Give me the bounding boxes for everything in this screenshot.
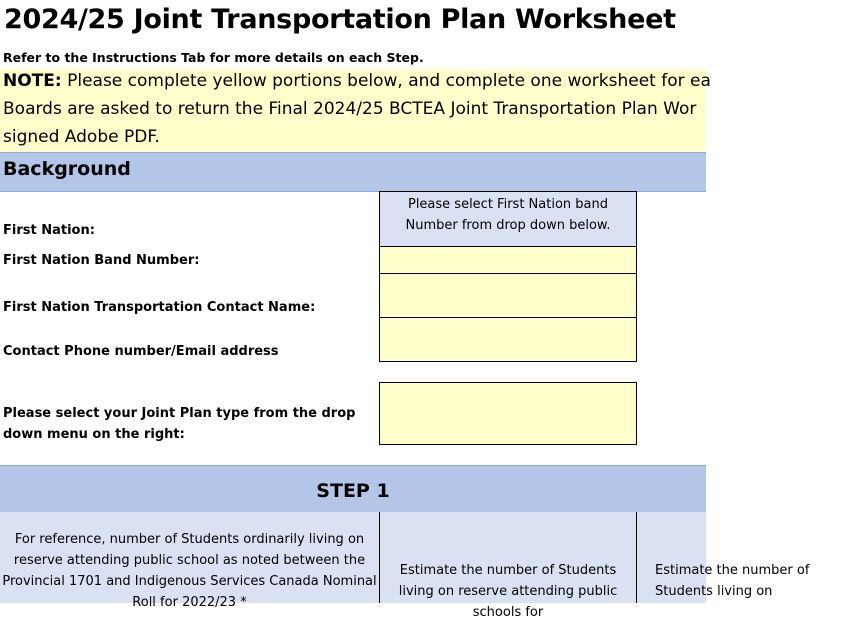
note-label: NOTE: [3, 71, 62, 91]
background-section-header [0, 152, 706, 192]
band-number-instruction: Please select First Nation band Number from drop down below. [379, 191, 637, 247]
note-line-2: Boards are asked to return the Final 2024/25 BCTEA Joint Transportation Plan Wor [3, 99, 697, 119]
first-nation-label: First Nation: [3, 223, 95, 238]
contact-name-input[interactable] [379, 273, 637, 318]
step1-col3-text: Estimate the number of Students living on [655, 563, 810, 599]
step1-reference-students-header: For reference, number of Students ordinarily living on reserve attending public school as noted between the Provincial 1701 and Indigenous Services Canada Nominal Roll for 2022/23 * [0, 512, 379, 603]
band-number-label: First Nation Band Number: [3, 253, 200, 268]
plan-type-dropdown[interactable] [379, 382, 637, 445]
step1-estimate-students-header: Estimate the number of Students living on reserve attending public schools for [380, 512, 636, 603]
note-text-1: Please complete yellow portions below, and complete one worksheet for ea [61, 71, 711, 91]
band-number-dropdown[interactable] [379, 246, 637, 274]
note-line-3: signed Adobe PDF. [3, 127, 160, 147]
plan-type-label: Please select your Joint Plan type from the drop down menu on the right: [3, 406, 356, 442]
contact-name-label: First Nation Transportation Contact Name: [3, 300, 316, 315]
contact-phone-email-input[interactable] [379, 317, 637, 362]
page-title: 2024/25 Joint Transportation Plan Worksheet [4, 4, 676, 35]
background-title: Background [3, 158, 131, 180]
step1-section-header [0, 465, 706, 513]
contact-phone-email-label: Contact Phone number/Email address [3, 344, 279, 359]
step1-estimate-students-next-header [637, 512, 810, 603]
instructions-reference: Refer to the Instructions Tab for more details on each Step. [3, 50, 424, 65]
note-line-1 [3, 71, 711, 91]
note-box [0, 69, 711, 152]
step1-title: STEP 1 [316, 480, 390, 502]
